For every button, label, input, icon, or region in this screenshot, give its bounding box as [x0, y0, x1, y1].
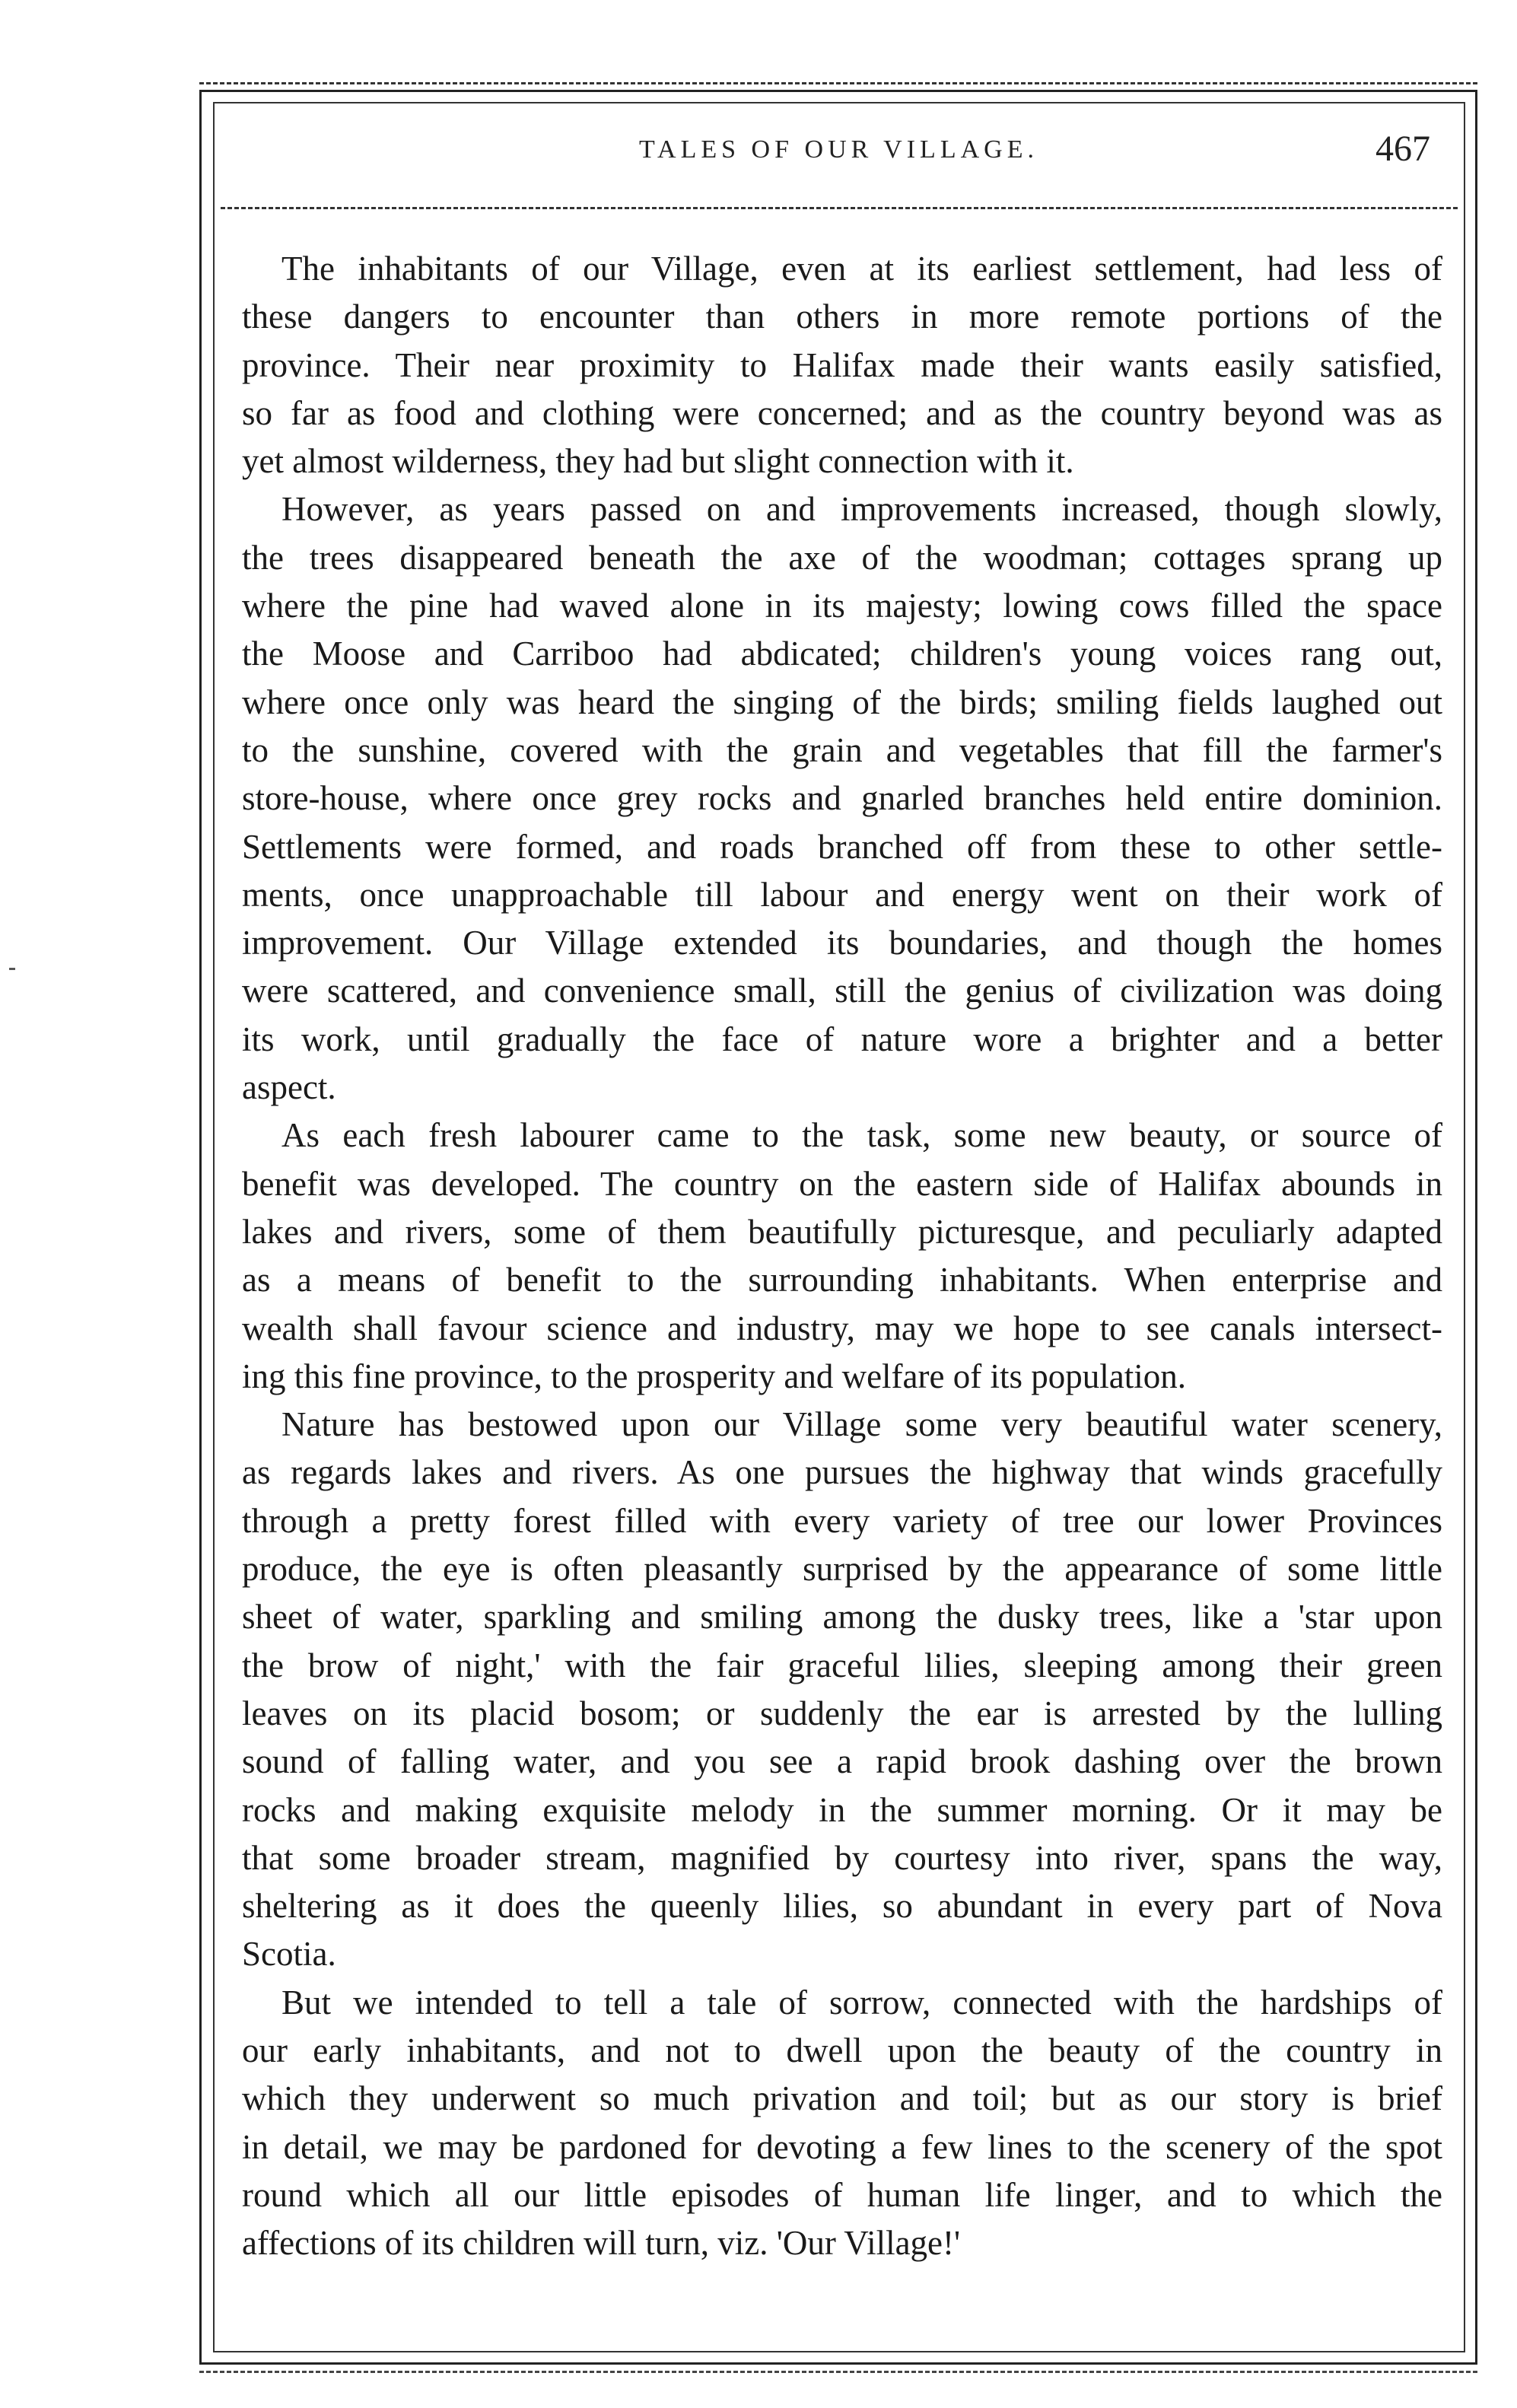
- text-line: improvement. Our Village extended its boundaries, and though the homes: [242, 924, 1442, 962]
- text-line: which they underwent so much privation and toil; but as our story is brief: [242, 2079, 1442, 2118]
- text-line: ing this fine province, to the prosperity and welfare of its population.: [242, 1357, 1186, 1395]
- running-title: TALES OF OUR VILLAGE.: [639, 135, 1038, 164]
- page-number: 467: [1375, 129, 1430, 169]
- text-line: sheet of water, sparkling and smiling among the dusky trees, like a 'star upon: [242, 1598, 1442, 1637]
- text-line: The inhabitants of our Village, even at its earliest settlement, had less of: [281, 250, 1442, 288]
- text-line: the brow of night,' with the fair graceful lilies, sleeping among their green: [242, 1646, 1442, 1684]
- text-line: its work, until gradually the face of nature wore a brighter and a better: [242, 1020, 1442, 1058]
- text-line: wealth shall favour science and industry, may we hope to see canals intersect-: [242, 1309, 1442, 1347]
- text-line: rocks and making exquisite melody in the summer morning. Or it may be: [242, 1790, 1442, 1829]
- text-line: the Moose and Carriboo had abdicated; children's young voices rang out,: [242, 635, 1442, 673]
- paragraph: [242, 485, 1442, 1112]
- text-line: the trees disappeared beneath the axe of the woodman; cottages sprang up: [242, 538, 1442, 577]
- text-line: in detail, we may be pardoned for devoting a few lines to the scenery of the spot: [242, 2127, 1442, 2166]
- text-line: Nature has bestowed upon our Village some very beautiful water scenery,: [281, 1405, 1442, 1444]
- text-line: As each fresh labourer came to the task, some new beauty, or source of: [281, 1116, 1442, 1155]
- text-line: yet almost wilderness, they had but slight connection with it.: [242, 442, 1074, 481]
- text-line: sound of falling water, and you see a rapid brook dashing over the brown: [242, 1742, 1442, 1781]
- text-line: as a means of benefit to the surrounding inhabitants. When enterprise and: [242, 1261, 1442, 1299]
- text-line: ments, once unapproachable till labour and energy went on their work of: [242, 875, 1442, 914]
- text-line: produce, the eye is often pleasantly surprised by the appearance of some little: [242, 1550, 1442, 1589]
- paragraph: [242, 1401, 1442, 1979]
- text-line: store-house, where once grey rocks and gnarled branches held entire dominion.: [242, 779, 1442, 818]
- top-dashed-rule: [199, 82, 1477, 84]
- text-line: were scattered, and convenience small, still the genius of civilization was doing: [242, 972, 1442, 1010]
- text-line: to the sunshine, covered with the grain and vegetables that fill the farmer's: [242, 730, 1442, 769]
- text-line: Settlements were formed, and roads branched off from these to other settle-: [242, 827, 1442, 866]
- header-rule: [221, 207, 1458, 209]
- text-line: sheltering as it does the queenly lilies, so abundant in every part of Nova: [242, 1887, 1442, 1926]
- text-line: where once only was heard the singing of the birds; smiling fields laughed out: [242, 682, 1442, 721]
- paragraph: [242, 245, 1442, 485]
- text-line: where the pine had waved alone in its majesty; lowing cows filled the space: [242, 587, 1442, 625]
- text-line: affections of its children will turn, viz. 'Our Village!': [242, 2224, 961, 2263]
- text-line: that some broader stream, magnified by courtesy into river, spans the way,: [242, 1838, 1442, 1877]
- text-line: our early inhabitants, and not to dwell upon the beauty of the country in: [242, 2031, 1442, 2069]
- text-line: province. Their near proximity to Halifax made their wants easily satisfied,: [242, 345, 1442, 384]
- text-line: lakes and rivers, some of them beautifully picturesque, and peculiarly adapted: [242, 1212, 1442, 1251]
- text-line: these dangers to encounter than others in more remote portions of the: [242, 297, 1442, 336]
- text-line: so far as food and clothing were concerned; and as the country beyond was as: [242, 393, 1442, 432]
- bottom-dashed-rule: [199, 2371, 1477, 2373]
- text-line: round which all our little episodes of human life linger, and to which the: [242, 2175, 1442, 2214]
- text-line: benefit was developed. The country on the eastern side of Halifax abounds in: [242, 1164, 1442, 1203]
- text-line: leaves on its placid bosom; or suddenly the ear is arrested by the lulling: [242, 1694, 1442, 1732]
- text-line: through a pretty forest filled with every variety of tree our lower Provinces: [242, 1501, 1442, 1540]
- paragraph: [242, 1112, 1442, 1401]
- page-body: [242, 245, 1442, 2267]
- text-line: But we intended to tell a tale of sorrow, connected with the hardships of: [281, 1983, 1442, 2022]
- text-line: However, as years passed on and improvements increased, though slowly,: [281, 490, 1442, 529]
- text-line: aspect.: [242, 1068, 336, 1107]
- margin-mark: [9, 968, 15, 970]
- paragraph: [242, 1979, 1442, 2268]
- text-line: as regards lakes and rivers. As one pursues the highway that winds gracefully: [242, 1453, 1442, 1492]
- text-line: Scotia.: [242, 1935, 336, 1974]
